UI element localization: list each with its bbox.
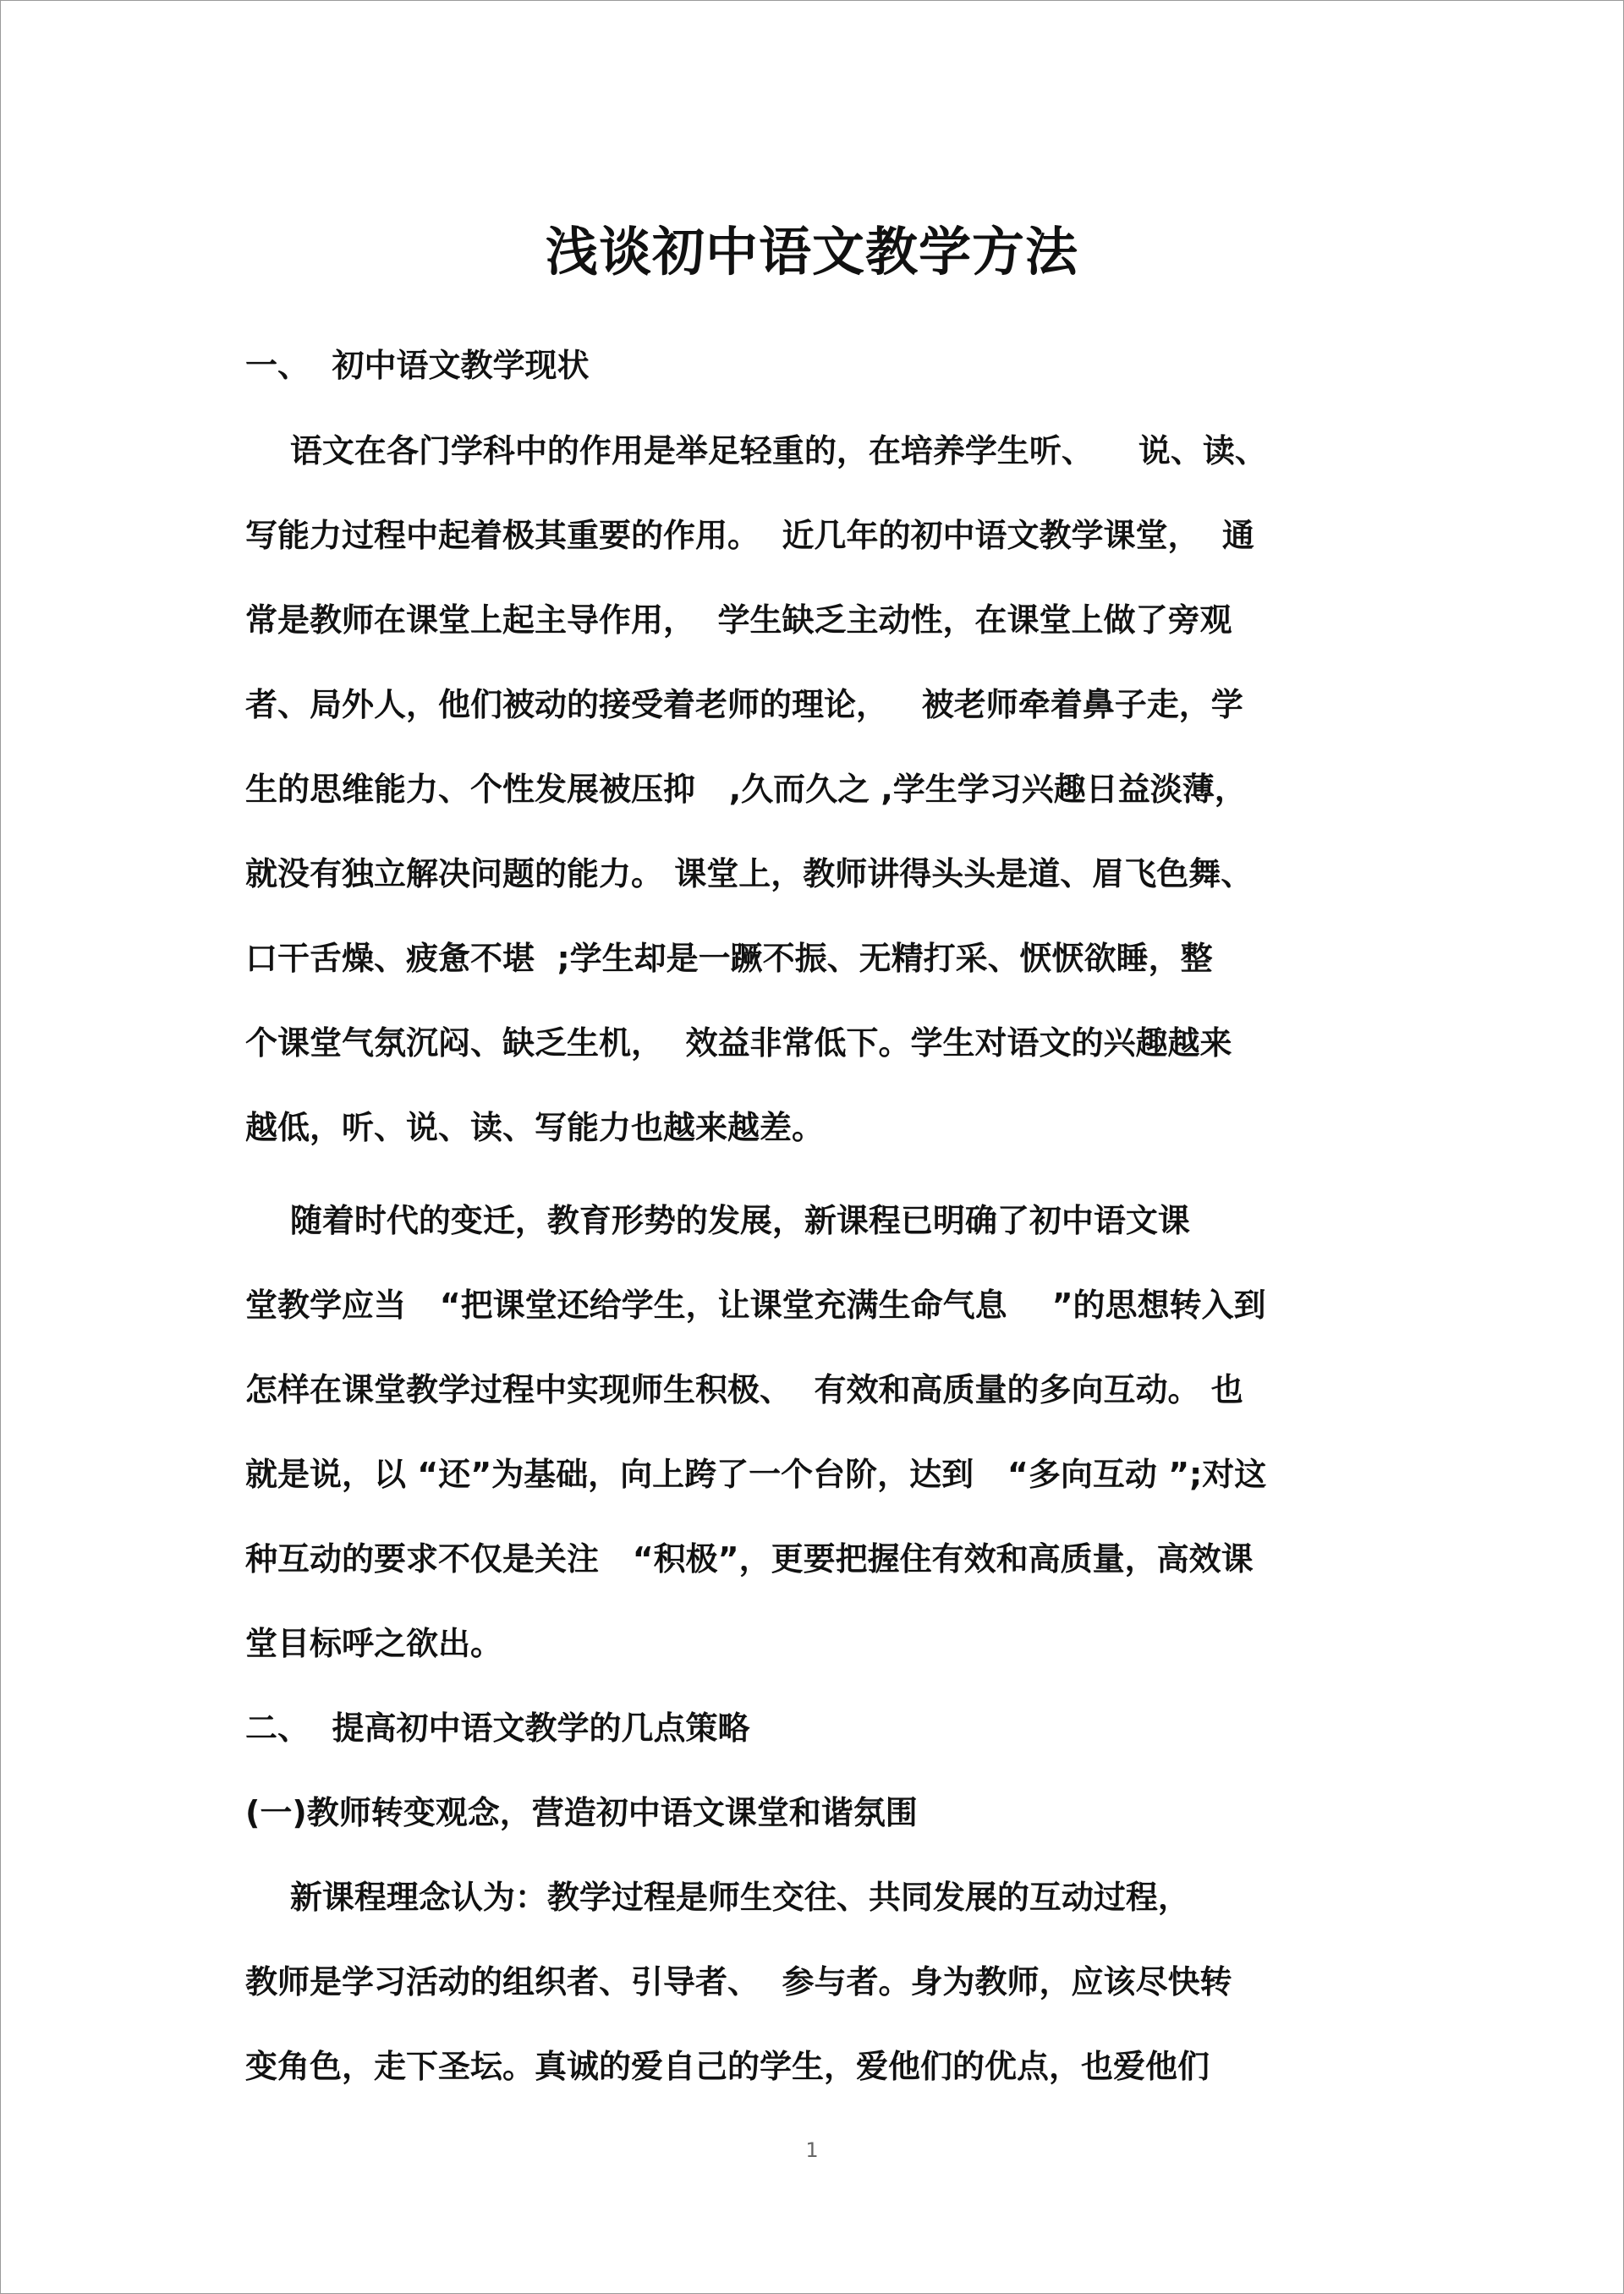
paragraph-line: 堂目标呼之欲出。 [245,1625,503,1662]
paragraph-line: 写能力过程中起着极其重要的作用。 近几年的初中语文教学课堂， 通 [245,517,1254,554]
subsection-heading: (一)教师转变观念，营造初中语文课堂和谐氛围 [245,1794,918,1831]
document-title: 浅谈初中语文教学方法 [545,221,1078,283]
paragraph-line: 越低，听、说、读、写能力也越来越差。 [245,1109,825,1146]
paragraph-line: 教师是学习活动的组织者、引导者、 参与者。身为教师，应该尽快转 [245,1963,1232,2000]
paragraph-line: 随着时代的变迁，教育形势的发展，新课程已明确了初中语文课 [245,1202,1190,1239]
paragraph-line: 变角色，走下圣坛。真诚的爱自己的学生，爱他们的优点，也爱他们 [245,2048,1210,2085]
page-number: 1 [805,2138,819,2162]
section-heading-2: 二、 提高初中语文教学的几点策略 [245,1710,750,1747]
paragraph-line: 就是说，以 “还”为基础，向上跨了一个台阶，达到 “多向互动 ”;对这 [245,1456,1267,1493]
paragraph-line: 新课程理念认为：教学过程是师生交往、共同发展的互动过程， [245,1879,1190,1916]
paragraph-line: 者、局外人，他们被动的接受着老师的理论， 被老师牵着鼻子走，学 [245,686,1243,723]
paragraph-line: 语文在各门学科中的作用是举足轻重的，在培养学生听、 说、读、 [245,432,1267,469]
paragraph-line: 就没有独立解决问题的能力。 课堂上，教师讲得头头是道、眉飞色舞、 [245,855,1254,892]
paragraph-line: 堂教学应当 “把课堂还给学生，让课堂充满生命气息 ”的思想转入到 [245,1287,1266,1324]
paragraph-line: 个课堂气氛沉闷、缺乏生机， 效益非常低下。学生对语文的兴趣越来 [245,1024,1232,1062]
paragraph-line: 怎样在课堂教学过程中实现师生积极、 有效和高质量的多向互动。 也 [245,1371,1243,1408]
paragraph-line: 口干舌燥、疲惫不堪 ;学生却是一蹶不振、无精打采、恹恹欲睡，整 [245,940,1213,977]
paragraph-line: 常是教师在课堂上起主导作用， 学生缺乏主动性，在课堂上做了旁观 [245,601,1232,639]
section-heading-1: 一、 初中语文教学现状 [245,347,590,384]
paragraph-line: 生的思维能力、个性发展被压抑 ,久而久之 ,学生学习兴趣日益淡薄， [245,771,1247,808]
paragraph-line: 种互动的要求不仅是关注 “积极”，更要把握住有效和高质量，高效课 [245,1540,1254,1578]
